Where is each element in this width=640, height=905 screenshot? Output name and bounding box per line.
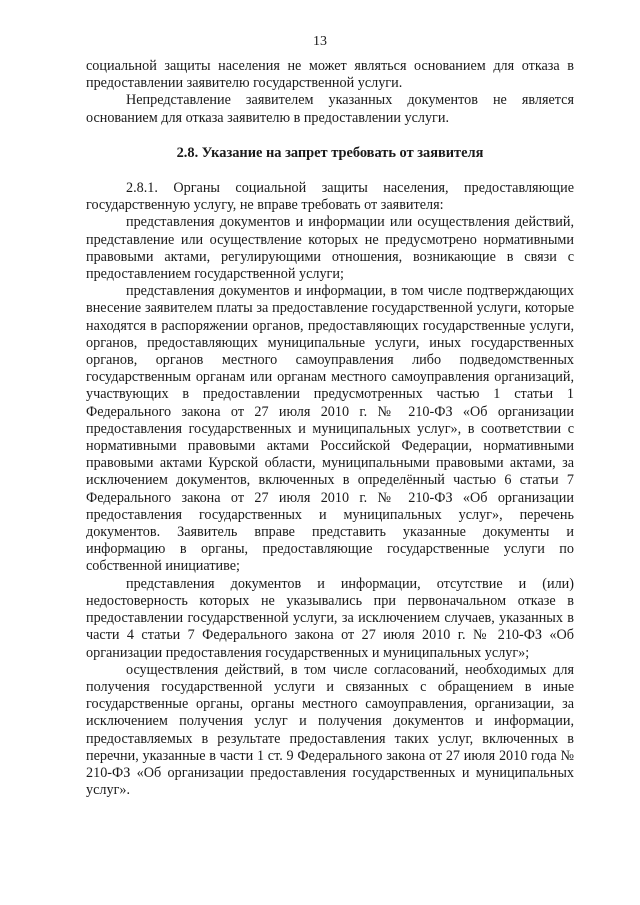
paragraph-item-3: представления документов и информации, отсутствие и (или) недостоверность которых не указывались при первоначальном отказе в предоставлении государственной услуги, за исключением случаев, указанных в части 4 статьи 7 Федерального закона от 27 июля 2010 г. № 210-ФЗ «Об организации предоставления государственных и муниципальных услуг»; [86,575,574,661]
paragraph-non-submission: Непредставление заявителем указанных документов не является основанием для отказа заявителю в предоставлении услуги. [86,92,574,126]
paragraph-item-1: представления документов и информации или осуществления действий, представление или осуществление которых не предусмотрено нормативными правовыми актами, регулирующими отношения, возникающие в связи с предоставлением государственной услуги; [86,214,574,283]
paragraph-item-2: представления документов и информации, в том числе подтверждающих внесение заявителем платы за предоставление государственной услуги, которые находятся в распоряжении органов, предоставляющих государственные услуги, органов, предоставляющих муниципальные услуги, иных государственных органов, органов местного самоуправления либо подведомственных государственным органам или органам местного самоуправления организаций, участвующих в предоставлении предусмотренных частью 1 статьи 1 Федерального закона от 27 июля 2010 г. № 210-ФЗ «Об организации предоставления государственных и муниципальных услуг», в соответствии с нормативными правовыми актами Российской Федерации, нормативными правовыми актами Курской области, муниципальными правовыми актами, за исключением документов, включенных в определённый частью 6 статьи 7 Федерального закона от 27 июля 2010 г. № 210-ФЗ «Об организации предоставления государственных и муниципальных услуг», перечень документов. Заявитель вправе представить указанные документы и информацию в органы, предоставляющие государственные услуги по собственной инициативе; [86,283,574,575]
section-heading: 2.8. Указание на запрет требовать от заявителя [176,144,484,161]
document-body [86,58,574,799]
paragraph-item-4: осуществления действий, в том числе согласований, необходимых для получения государственной услуги и связанных с обращением в иные государственные органы, органы местного самоуправления, организации, за исключением получения услуг и получения документов и информации, предоставляемых в результате предоставления таких услуг, включенных в перечни, указанные в части 1 ст. 9 Федерального закона от 27 июля 2010 года № 210-ФЗ «Об организации предоставления государственных и муниципальных услуг». [86,661,574,799]
paragraph-2-8-1: 2.8.1. Органы социальной защиты населения, предоставляющие государственную услугу, не вправе требовать от заявителя: [86,180,574,214]
paragraph-continuation: социальной защиты населения не может являться основанием для отказа в предоставлении заявителю государственной услуги. [86,58,574,92]
page-number: 13 [313,34,327,49]
